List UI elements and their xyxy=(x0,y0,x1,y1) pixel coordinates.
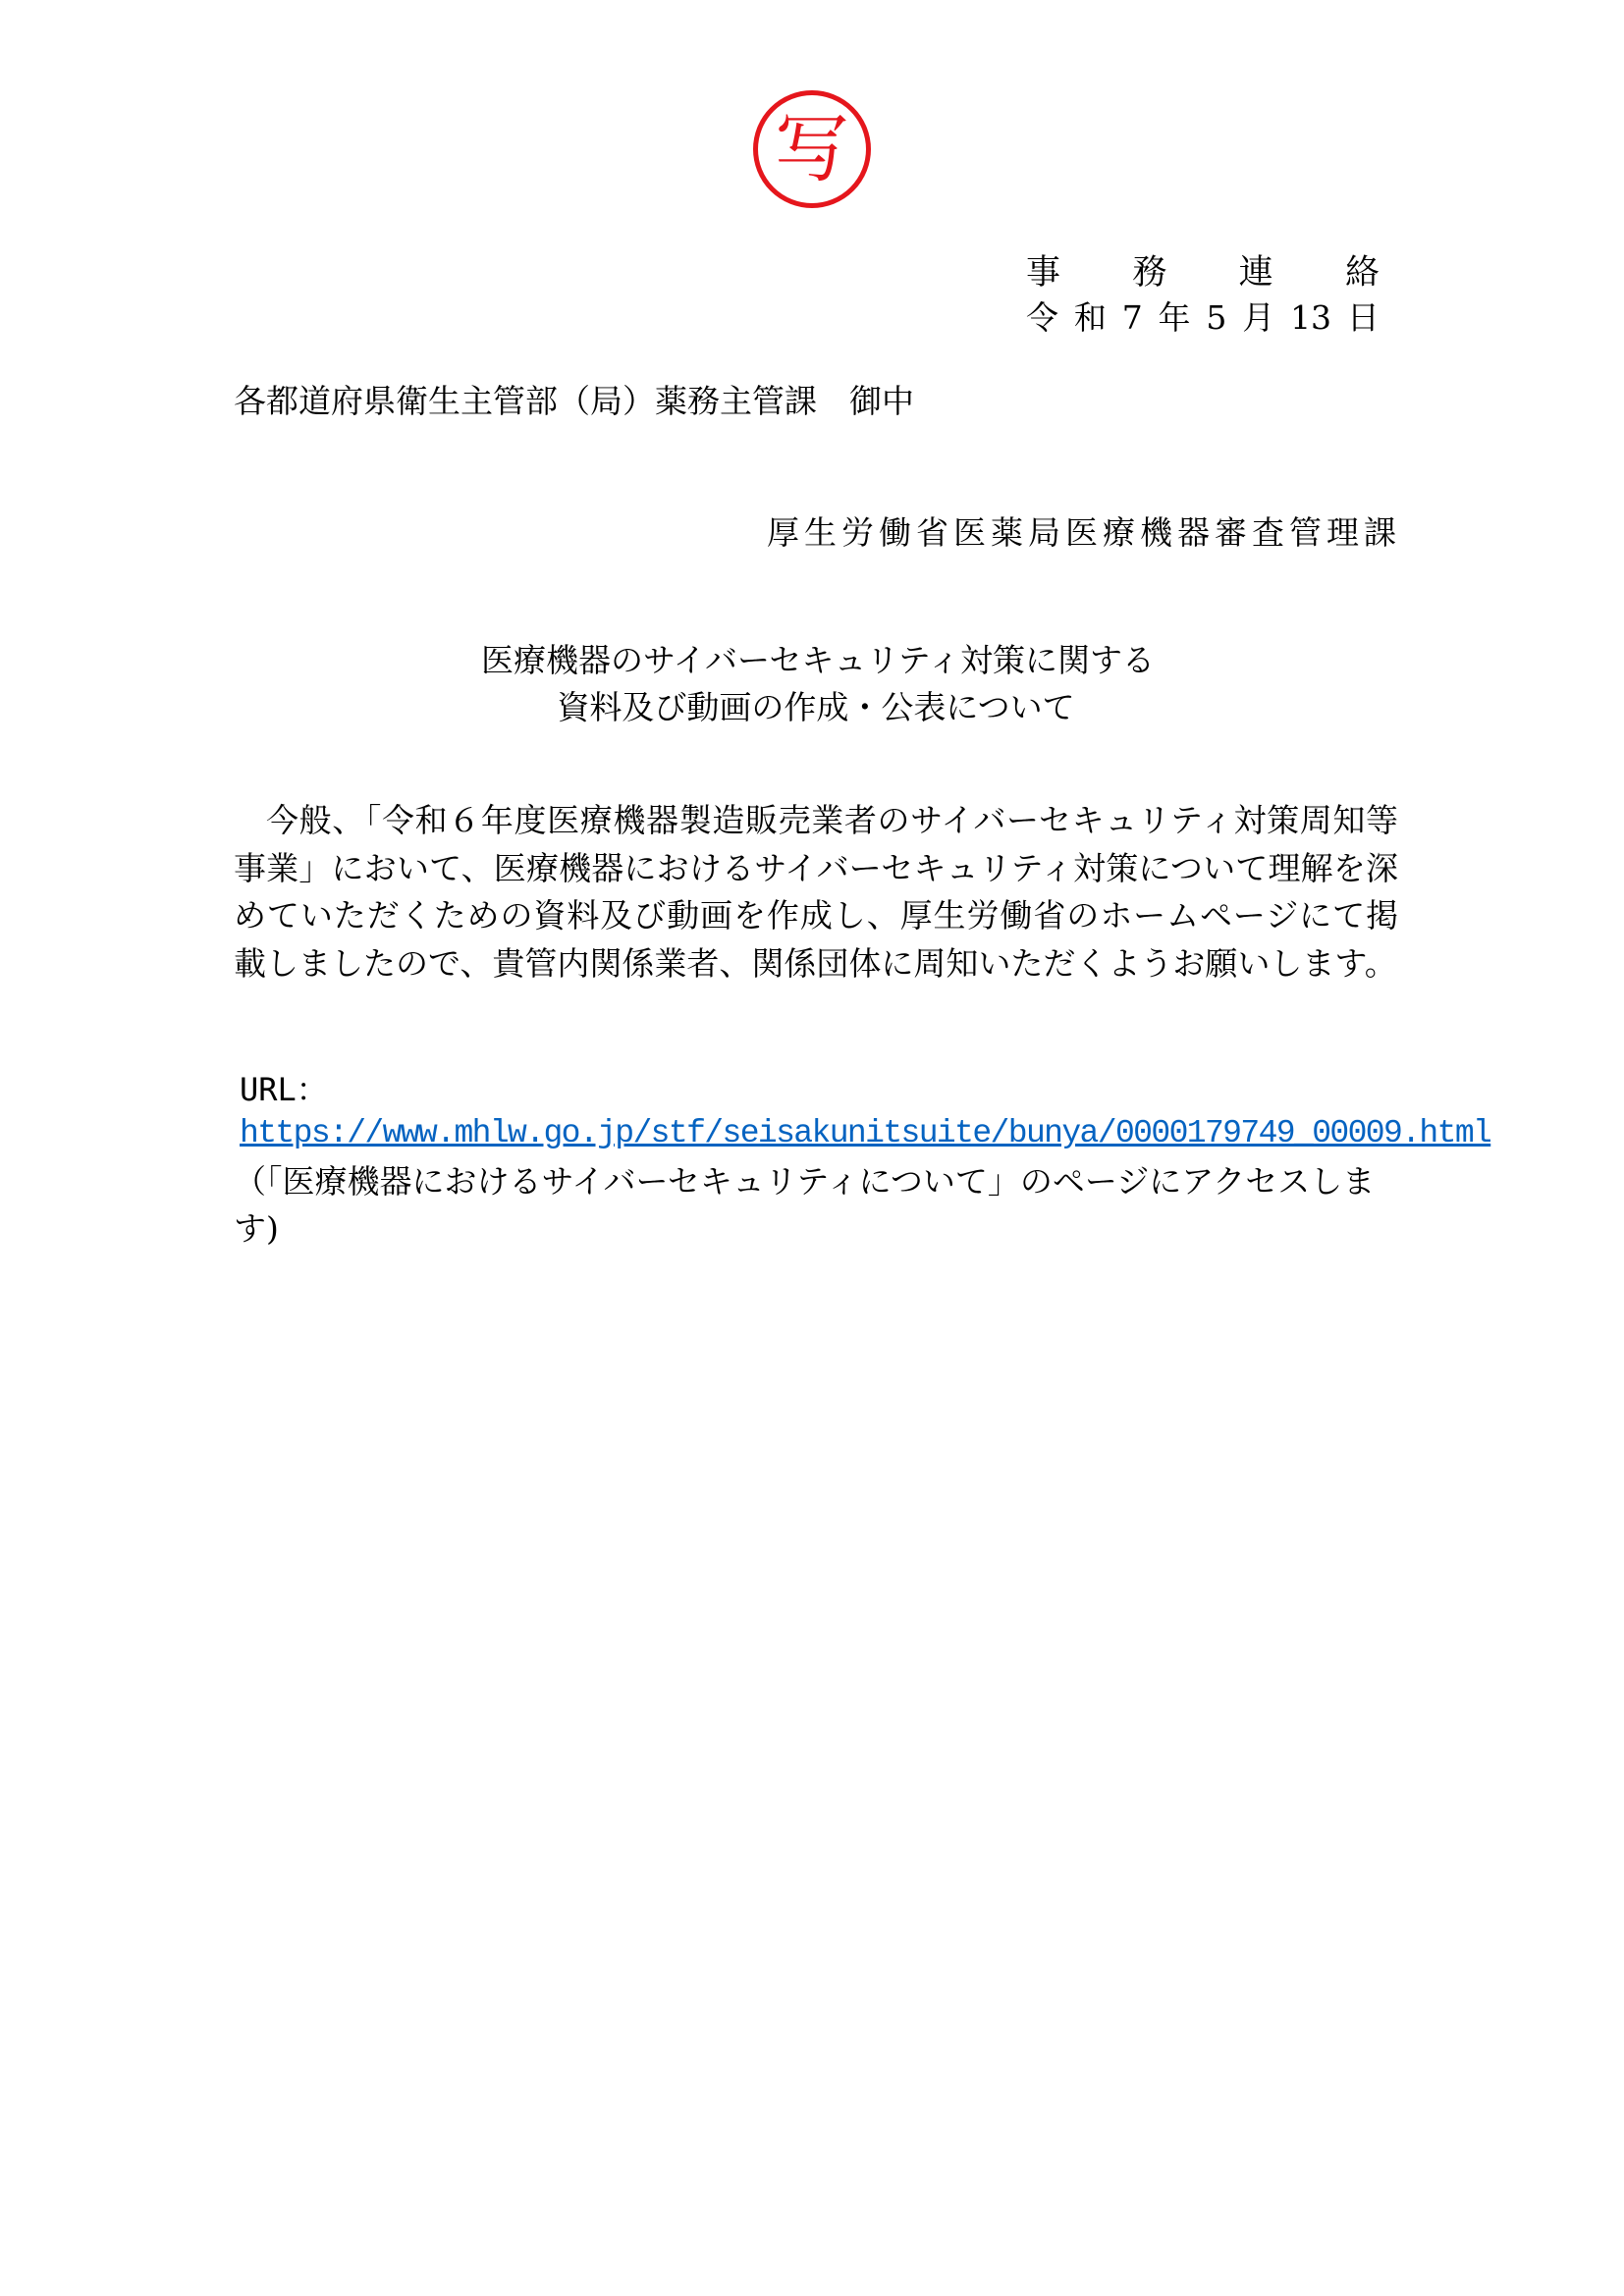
date-part: 年 xyxy=(1158,298,1191,337)
title-line-2: 資料及び動画の作成・公表について xyxy=(557,688,1075,726)
recipient: 各都道府県衛生主管部（局）薬務主管課 御中 xyxy=(234,382,914,420)
date-part: 令 xyxy=(1026,298,1058,337)
document-title xyxy=(0,637,1624,731)
url-label: URL： xyxy=(240,1071,328,1108)
notice-date xyxy=(1026,296,1380,340)
title-line-1: 医療機器のサイバーセキュリティ対策に関する xyxy=(480,641,1156,679)
date-part: 5 xyxy=(1206,298,1227,337)
notice-type-char: 事 xyxy=(1026,253,1061,293)
sender: 厚生労働省医薬局医療機器審査管理課 xyxy=(767,513,1401,552)
notice-type xyxy=(1026,251,1380,294)
url-note: （「医療機器におけるサイバーセキュリティについて」のページにアクセスします) xyxy=(234,1162,1376,1248)
date-part: 13 xyxy=(1290,298,1332,337)
notice-type-char: 絡 xyxy=(1344,253,1380,293)
date-part: 月 xyxy=(1242,298,1275,337)
body-paragraph: 今般、「令和６年度医療機器製造販売業者のサイバーセキュリティ対策周知等事業」において、医療機器におけるサイバーセキュリティ対策について理解を深めていただくための資料及び動画を作成し、厚生労働省のホームページにて掲載しましたので、貴管内関係業者、関係団体に周知いただくようお願いします。 xyxy=(234,801,1398,983)
date-part: 日 xyxy=(1346,298,1380,337)
notice-type-char: 連 xyxy=(1238,253,1273,293)
seal-character: 写 xyxy=(775,105,849,192)
notice-type-char: 務 xyxy=(1132,253,1167,293)
url-link[interactable]: https://www.mhlw.go.jp/stf/seisakunitsuite/bunya/0000179749_00009.html xyxy=(240,1115,1491,1151)
seal-stamp xyxy=(753,90,871,208)
date-part: 和 xyxy=(1073,298,1107,337)
date-part: 7 xyxy=(1121,298,1143,337)
